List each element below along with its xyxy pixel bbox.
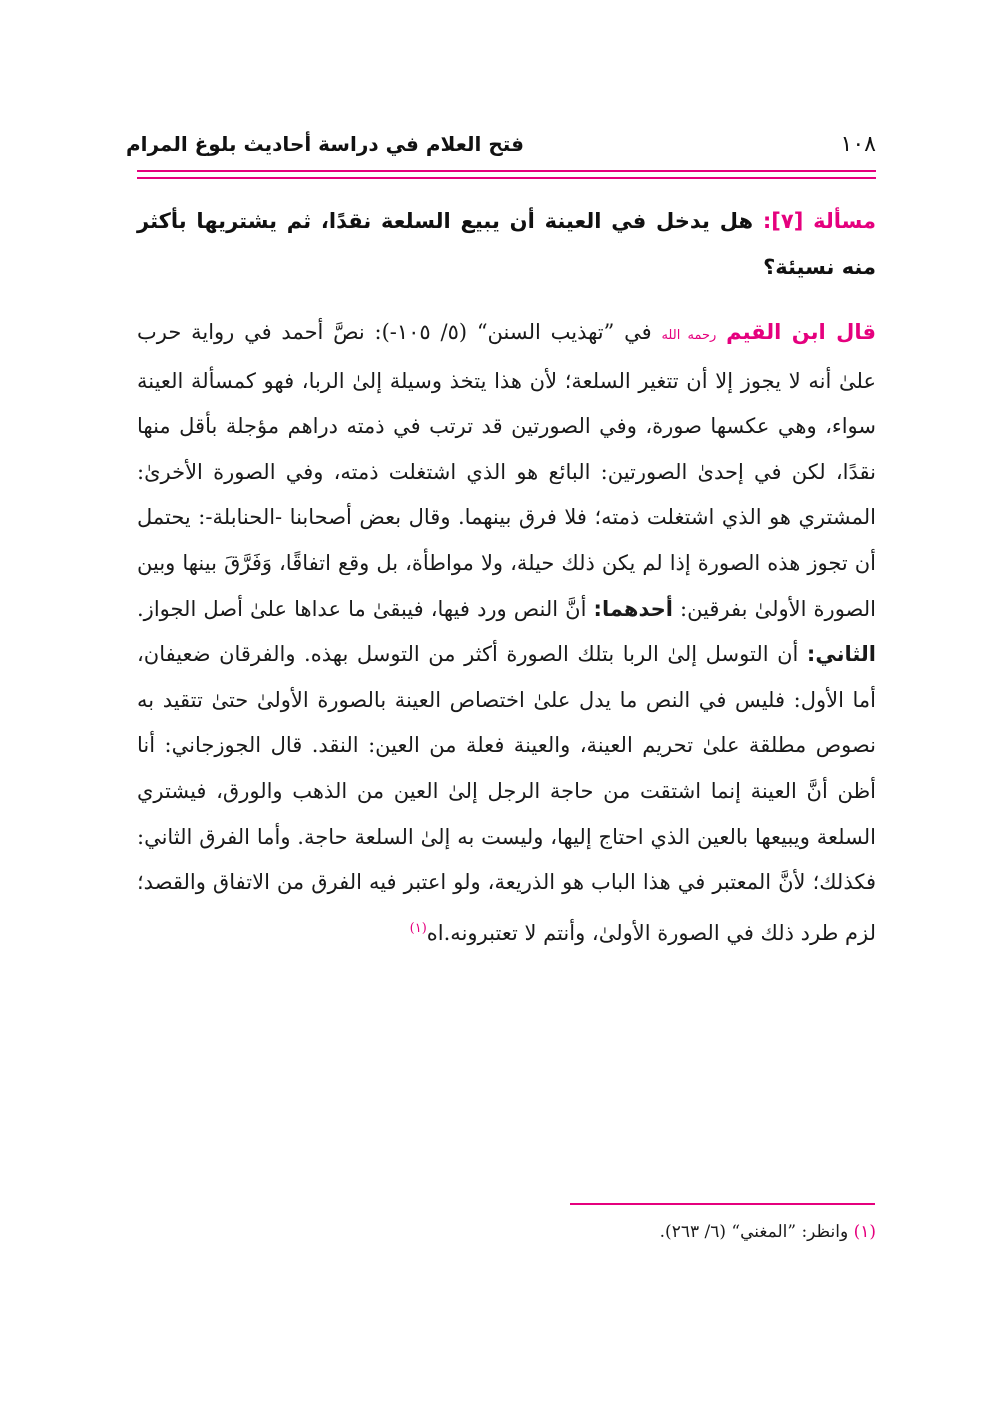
page-header xyxy=(125,128,876,168)
running-title: فتح العلام في دراسة أحاديث بلوغ المرام xyxy=(125,132,524,156)
issue-heading xyxy=(137,198,876,290)
issue-question: هل يدخل في العينة أن يبيع السلعة نقدًا، ثم يشتريها بأكثر منه نسيئة؟ xyxy=(137,209,876,279)
issue-label: مسألة [٧]: xyxy=(762,209,876,233)
first-label: أحدهما: xyxy=(593,596,673,621)
main-text xyxy=(137,310,876,956)
honorific: رحمه الله xyxy=(661,328,717,343)
author-attribution: قال ابن القيم xyxy=(726,320,876,344)
header-rule-bottom xyxy=(137,177,876,179)
paragraph-part-2: أنَّ النص ورد فيها، فيبقىٰ ما عداها علىٰ أصل الجواز. xyxy=(137,596,594,621)
header-rule-top xyxy=(137,170,876,172)
footnote-separator xyxy=(570,1203,875,1205)
paragraph-part-1: في ”تهذيب السنن“ (٥/ ١٠٥-): نصَّ أحمد في رواية حرب علىٰ أنه لا يجوز إلا أن تتغير السلعة؛ لأن هذا يتخذ وسيلة إلىٰ الربا، فهو كمسألة العينة سواء، وهي عكسها صورة، وفي الصورتين قد ترتب في ذمته دراهم مؤجلة بأقل منها نقدًا، لكن في إحدىٰ الصورتين: البائع هو الذي اشتغلت ذمته، وفي الصورة الأخرىٰ: المشتري هو الذي اشتغلت ذمته؛ فلا فرق بينهما. وقال بعض أصحابنا -الحنابلة-: يحتمل أن تجوز هذه الصورة إذا لم يكن ذلك حيلة، ولا مواطأة، بل وقع اتفاقًا، وَفَرَّقَ بينها وبين الصورة الأولىٰ بفرقين: xyxy=(137,320,876,621)
footnote-reference[interactable]: (١) xyxy=(409,920,427,936)
page-number: ١٠٨ xyxy=(840,132,876,157)
footnote-number: (١) xyxy=(853,1222,876,1242)
footnote-text: وانظر: ”المغني“ (٦/ ٢٦٣). xyxy=(659,1222,854,1242)
footnote xyxy=(660,1222,876,1242)
second-label: الثاني: xyxy=(806,642,876,667)
paragraph-part-3: أن التوسل إلىٰ الربا بتلك الصورة أكثر من التوسل بهذه. والفرقان ضعيفان، أما الأول: فليس في النص ما يدل علىٰ اختصاص العينة بالصورة الأولىٰ حتىٰ تتقيد به نصوص مطلقة علىٰ تحريم العينة، والعينة فعلة من العين: النقد. قال الجوزجاني: أنا أظن أنَّ العينة إنما اشتقت من حاجة الرجل إلىٰ العين من الذهب والورق، فيشتري السلعة ويبيعها بالعين الذي احتاج إليها، وليست به إلىٰ السلعة حاجة. وأما الفرق الثاني: فكذلك؛ لأنَّ المعتبر في هذا الباب هو الذريعة، ولو اعتبر فيه الفرق من الاتفاق والقصد؛ لزم طرد ذلك في الصورة الأولىٰ، وأنتم لا تعتبرونه.اه xyxy=(137,642,876,945)
